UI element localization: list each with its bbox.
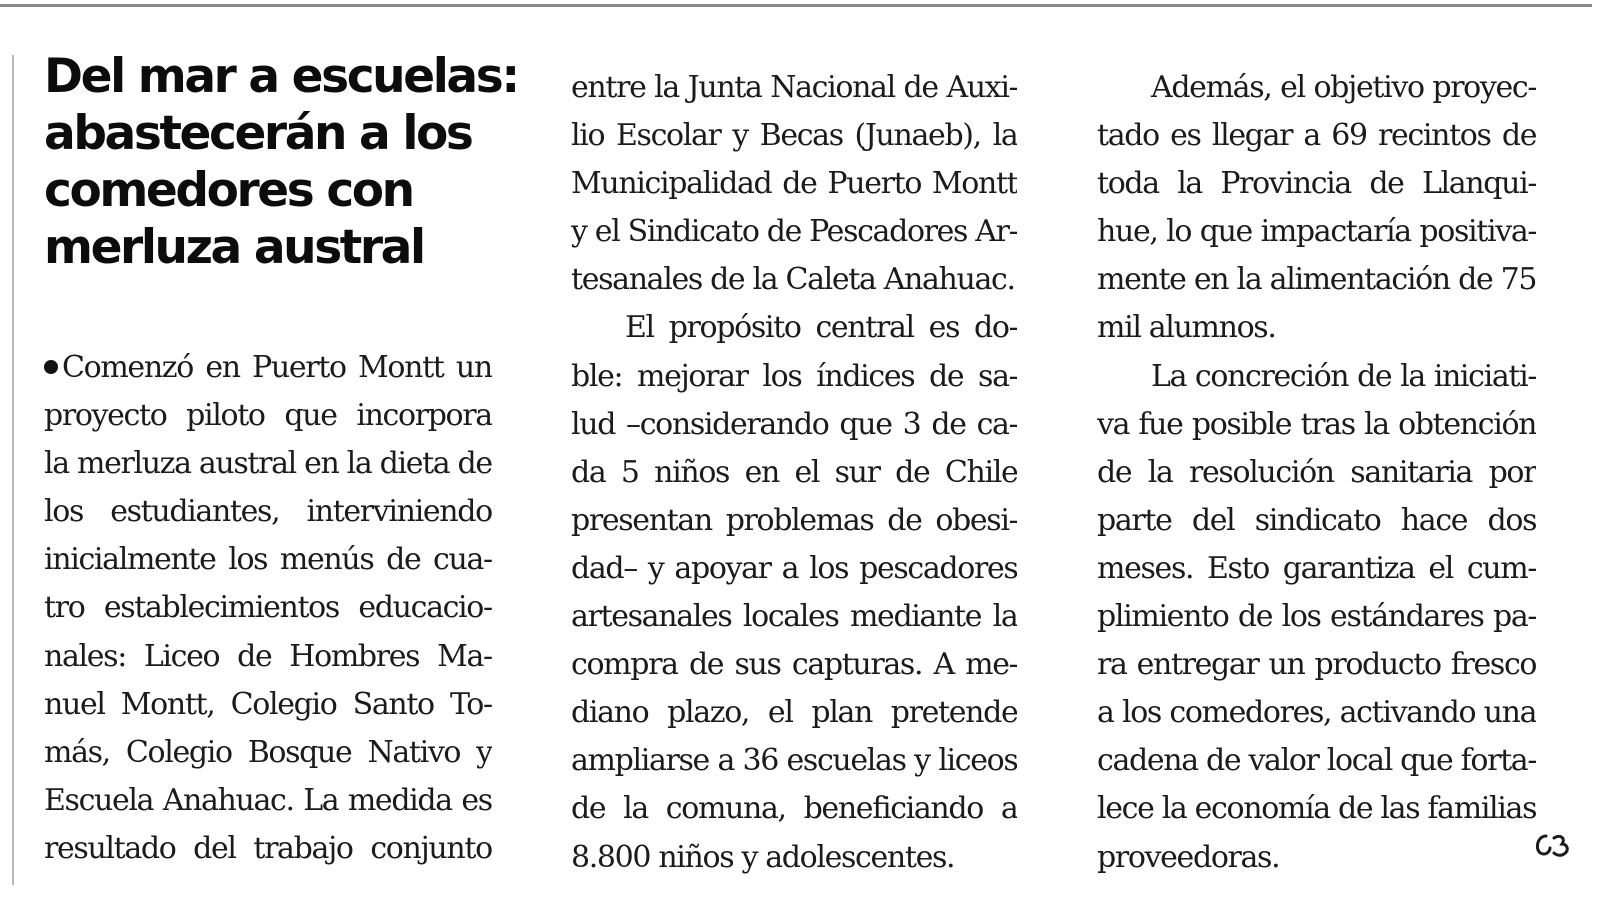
text-line: lece la economía de las familias [1097, 791, 1537, 827]
text-line: cadena de valor local que forta- [1097, 743, 1537, 779]
text-line: presentan problemas de obesi- [571, 502, 1018, 538]
text-line: de la comuna, beneficiando a [571, 791, 1018, 827]
text-line: inicialmente los menús de cua- [44, 542, 492, 578]
text-line: la merluza austral en la dieta de [44, 446, 492, 482]
text-line: Escuela Anahuac. La medida es [44, 782, 492, 818]
text-line: a los comedores, activando una [1097, 695, 1537, 731]
end-of-article-icon [1526, 826, 1576, 866]
text-line: 8.800 niños y adolescentes. [571, 839, 955, 875]
text-line: La concreción de la iniciati- [1151, 358, 1537, 394]
text-line: ampliarse a 36 escuelas y liceos [571, 743, 1018, 779]
text-line: y el Sindicato de Pescadores Ar- [571, 214, 1018, 250]
text-line: nuel Montt, Colegio Santo To- [44, 686, 492, 722]
text-line: va fue posible tras la obtención [1097, 406, 1537, 442]
text-line: lio Escolar y Becas (Junaeb), la [571, 118, 1018, 154]
text-line: Además, el objetivo proyec- [1151, 70, 1537, 105]
text-line: da 5 niños en el sur de Chile [571, 454, 1018, 490]
text-line: mil alumnos. [1097, 310, 1276, 346]
article-headline: Del mar a escuelas: abastecerán a los comedores con merluza austral [44, 49, 518, 275]
text-line: Comenzó en Puerto Montt un [44, 344, 492, 392]
text-line: El propósito central es do- [625, 310, 1018, 346]
text-line: los estudiantes, interviniendo [44, 494, 492, 530]
text-line: dad– y apoyar a los pescadores [571, 550, 1018, 586]
text-line: mente en la alimentación de 75 [1097, 262, 1537, 298]
bullet-dot-icon [44, 360, 58, 374]
top-rule [0, 4, 1592, 7]
text-line: resultado del trabajo conjunto [44, 830, 492, 866]
text-line: artesanales locales mediante la [571, 599, 1018, 635]
text-line: lud –considerando que 3 de ca- [571, 406, 1018, 442]
text-line: plimiento de los estándares pa- [1097, 599, 1537, 635]
text-line: tro establecimientos educacio- [44, 590, 492, 626]
text-line: ble: mejorar los índices de sa- [571, 358, 1018, 394]
text-line: diano plazo, el plan pretende [571, 695, 1018, 731]
text-line: tesanales de la Caleta Anahuac. [571, 262, 1015, 298]
text-line: parte del sindicato hace dos [1097, 502, 1537, 538]
text-line: Municipalidad de Puerto Montt [571, 166, 1018, 202]
column-middle-lines [571, 64, 1017, 882]
text-line: hue, lo que impactaría positiva- [1097, 214, 1537, 250]
text-line: nales: Liceo de Hombres Ma- [44, 638, 492, 674]
column-left-lines [44, 344, 492, 873]
text-line: más, Colegio Bosque Nativo y [44, 734, 492, 770]
text-line: ra entregar un producto fresco [1097, 647, 1537, 683]
text-line: meses. Esto garantiza el cum- [1097, 550, 1537, 586]
text-line: entre la Junta Nacional de Auxi- [571, 70, 1018, 105]
text-line: proveedoras. [1097, 839, 1280, 875]
text-line: proyecto piloto que incorpora [44, 398, 492, 434]
column-right-lines [1097, 64, 1536, 882]
text-line: de la resolución sanitaria por [1097, 454, 1537, 490]
left-column-rule [12, 55, 14, 885]
text-line: toda la Provincia de Llanqui- [1097, 166, 1537, 202]
text-line: compra de sus capturas. A me- [571, 647, 1018, 683]
text-line: tado es llegar a 69 recintos de [1097, 118, 1537, 154]
